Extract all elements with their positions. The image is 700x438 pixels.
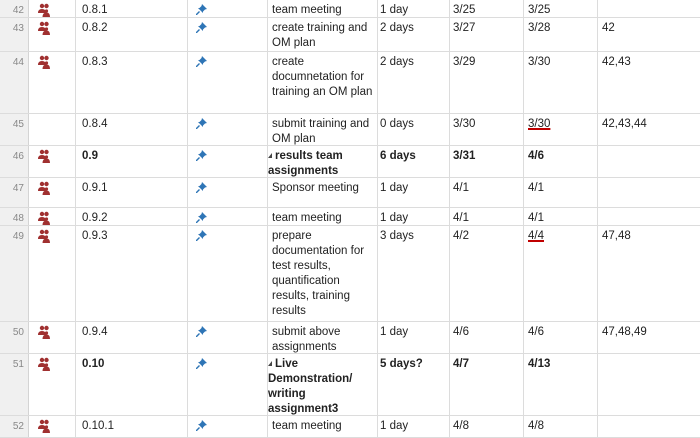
- finish-cell[interactable]: [524, 52, 598, 113]
- task-row[interactable]: [0, 208, 700, 226]
- row-number[interactable]: 51: [12, 359, 24, 370]
- resource-users-icon[interactable]: [38, 229, 50, 243]
- task-row[interactable]: [0, 226, 700, 322]
- task-name-cell[interactable]: [268, 416, 378, 437]
- start-cell[interactable]: 4/8: [450, 416, 524, 437]
- task-name-cell[interactable]: [268, 18, 378, 51]
- task-mode-cell[interactable]: [188, 18, 268, 51]
- manual-schedule-pin-icon: [196, 150, 207, 161]
- start-cell[interactable]: 3/29: [450, 52, 524, 113]
- predecessors-cell[interactable]: 42,43,44: [602, 118, 647, 130]
- wbs-cell[interactable]: 0.10: [76, 354, 188, 415]
- start-cell[interactable]: 4/7: [450, 354, 524, 415]
- duration-cell[interactable]: 2 days: [378, 52, 450, 113]
- finish-date-text: 4/13: [528, 358, 551, 370]
- resource-indicator-cell[interactable]: [28, 416, 76, 437]
- task-name-text: Sponsor meeting: [272, 182, 359, 194]
- task-row[interactable]: [0, 354, 700, 416]
- finish-cell[interactable]: [524, 322, 598, 353]
- row-number[interactable]: 46: [12, 151, 24, 162]
- duration-cell[interactable]: 5 days?: [378, 354, 450, 415]
- finish-cell[interactable]: [524, 18, 598, 51]
- predecessors-cell[interactable]: [598, 0, 700, 17]
- finish-cell[interactable]: [524, 226, 598, 321]
- task-name-cell[interactable]: [268, 0, 378, 17]
- finish-cell[interactable]: [524, 354, 598, 415]
- row-number[interactable]: 42: [12, 5, 24, 16]
- manual-schedule-pin-icon: [196, 326, 207, 337]
- duration-cell[interactable]: 1 day: [378, 416, 450, 437]
- duration-cell[interactable]: 1 day: [378, 178, 450, 207]
- predecessors-cell[interactable]: 47,48,49: [602, 326, 647, 338]
- resource-indicator-cell[interactable]: [28, 18, 76, 51]
- task-mode-cell[interactable]: [188, 208, 268, 225]
- finish-cell[interactable]: [524, 208, 598, 225]
- resource-indicator-cell[interactable]: [28, 208, 76, 225]
- duration-cell[interactable]: 3 days: [378, 226, 450, 321]
- duration-cell[interactable]: 1 day: [378, 0, 450, 17]
- row-number[interactable]: 52: [12, 421, 24, 432]
- task-name-cell[interactable]: [268, 178, 378, 207]
- resource-users-icon[interactable]: [38, 181, 50, 195]
- task-mode-cell[interactable]: [188, 146, 268, 177]
- finish-date-text: 3/30: [528, 118, 551, 130]
- start-cell[interactable]: 3/30: [450, 114, 524, 145]
- task-row[interactable]: [0, 178, 700, 208]
- collapse-triangle-icon[interactable]: [268, 153, 272, 158]
- row-number[interactable]: 50: [12, 327, 24, 338]
- duration-cell[interactable]: 1 day: [378, 208, 450, 225]
- wbs-cell[interactable]: 0.8.4: [76, 114, 188, 145]
- row-number[interactable]: 45: [12, 119, 24, 130]
- finish-date-text: 4/8: [528, 420, 544, 432]
- wbs-cell[interactable]: 0.9: [76, 146, 188, 177]
- finish-cell[interactable]: [524, 114, 598, 145]
- finish-cell[interactable]: [524, 178, 598, 207]
- task-row[interactable]: [0, 52, 700, 114]
- collapse-triangle-icon[interactable]: [268, 361, 272, 366]
- task-mode-cell[interactable]: [188, 52, 268, 113]
- start-cell[interactable]: 4/6: [450, 322, 524, 353]
- task-row[interactable]: [0, 0, 700, 18]
- predecessors-cell[interactable]: 42,43: [602, 56, 631, 68]
- resource-indicator-cell[interactable]: [28, 354, 76, 415]
- task-name-cell[interactable]: [268, 52, 378, 113]
- start-cell[interactable]: 3/25: [450, 0, 524, 17]
- task-row[interactable]: [0, 18, 700, 52]
- start-cell[interactable]: 3/27: [450, 18, 524, 51]
- wbs-cell[interactable]: 0.8.1: [76, 0, 188, 17]
- manual-schedule-pin-icon: [196, 212, 207, 223]
- duration-cell[interactable]: 0 days: [378, 114, 450, 145]
- row-number[interactable]: 44: [12, 57, 24, 68]
- manual-schedule-pin-icon: [196, 56, 207, 67]
- task-name-text: create documnetation for training an OM plan: [272, 56, 373, 98]
- task-row[interactable]: [0, 322, 700, 354]
- predecessors-cell[interactable]: 42: [602, 22, 615, 34]
- task-name-text: submit above assignments: [272, 326, 341, 353]
- task-mode-cell[interactable]: [188, 226, 268, 321]
- wbs-cell[interactable]: 0.9.1: [76, 178, 188, 207]
- task-name-cell[interactable]: [268, 114, 378, 145]
- task-row[interactable]: [0, 416, 700, 438]
- task-name-cell[interactable]: [268, 146, 378, 177]
- predecessors-cell[interactable]: 47,48: [602, 230, 631, 242]
- predecessors-cell[interactable]: [598, 354, 700, 415]
- resource-users-icon[interactable]: [38, 149, 50, 163]
- finish-date-text: 3/28: [528, 22, 551, 34]
- predecessors-cell[interactable]: [598, 208, 700, 225]
- manual-schedule-pin-icon: [196, 420, 207, 431]
- resource-indicator-cell[interactable]: [28, 178, 76, 207]
- task-mode-cell[interactable]: [188, 114, 268, 145]
- resource-indicator-cell[interactable]: [28, 146, 76, 177]
- wbs-cell[interactable]: 0.10.1: [76, 416, 188, 437]
- manual-schedule-pin-icon: [196, 22, 207, 33]
- resource-users-icon[interactable]: [38, 211, 50, 225]
- task-mode-cell[interactable]: [188, 178, 268, 207]
- finish-date-text: 4/6: [528, 326, 544, 338]
- finish-date-text: 4/6: [528, 150, 544, 162]
- resource-indicator-cell[interactable]: [28, 226, 76, 321]
- predecessors-cell[interactable]: [598, 416, 700, 437]
- resource-indicator-cell[interactable]: [28, 0, 76, 17]
- resource-users-icon[interactable]: [38, 419, 50, 433]
- duration-cell[interactable]: 2 days: [378, 18, 450, 51]
- resource-indicator-cell[interactable]: [28, 114, 76, 145]
- finish-cell[interactable]: [524, 0, 598, 17]
- manual-schedule-pin-icon: [196, 118, 207, 129]
- task-name-text: create training and OM plan: [272, 22, 368, 49]
- start-cell[interactable]: 4/1: [450, 178, 524, 207]
- manual-schedule-pin-icon: [196, 358, 207, 369]
- predecessors-cell[interactable]: [598, 146, 700, 177]
- start-cell[interactable]: 3/31: [450, 146, 524, 177]
- task-name-text: team meeting: [272, 4, 342, 16]
- task-name-text: team meeting: [272, 212, 342, 224]
- finish-date-text: 4/4: [528, 230, 544, 242]
- task-name-cell[interactable]: [268, 354, 378, 415]
- resource-indicator-cell[interactable]: [28, 52, 76, 113]
- resource-users-icon[interactable]: [38, 21, 50, 35]
- start-cell[interactable]: 4/1: [450, 208, 524, 225]
- task-name-cell[interactable]: [268, 208, 378, 225]
- finish-date-text: 4/1: [528, 182, 544, 194]
- task-mode-cell[interactable]: [188, 416, 268, 437]
- task-mode-cell[interactable]: [188, 322, 268, 353]
- manual-schedule-pin-icon: [196, 182, 207, 193]
- resource-users-icon[interactable]: [38, 55, 50, 69]
- wbs-cell[interactable]: 0.8.3: [76, 52, 188, 113]
- task-name-text: submit training and OM plan: [272, 118, 370, 145]
- task-row[interactable]: [0, 114, 700, 146]
- task-name-cell[interactable]: [268, 322, 378, 353]
- finish-date-text: 4/1: [528, 212, 544, 224]
- wbs-cell[interactable]: 0.9.3: [76, 226, 188, 321]
- duration-cell[interactable]: 1 day: [378, 322, 450, 353]
- start-cell[interactable]: 4/2: [450, 226, 524, 321]
- task-row[interactable]: [0, 146, 700, 178]
- finish-cell[interactable]: [524, 146, 598, 177]
- finish-date-text: 3/25: [528, 4, 551, 16]
- manual-schedule-pin-icon: [196, 4, 207, 15]
- finish-date-text: 3/30: [528, 56, 551, 68]
- task-name-text: Live Demonstration/ writing assignment3: [268, 358, 353, 415]
- task-name-text: prepare documentation for test results, quantification results, training results: [272, 230, 365, 317]
- wbs-cell[interactable]: 0.9.2: [76, 208, 188, 225]
- manual-schedule-pin-icon: [196, 230, 207, 241]
- resource-users-icon[interactable]: [38, 357, 50, 371]
- resource-indicator-cell[interactable]: [28, 322, 76, 353]
- row-number[interactable]: 48: [12, 213, 24, 224]
- row-number[interactable]: 49: [12, 231, 24, 242]
- task-name-text: team meeting: [272, 420, 342, 432]
- task-mode-cell[interactable]: [188, 354, 268, 415]
- resource-users-icon[interactable]: [38, 325, 50, 339]
- finish-cell[interactable]: [524, 416, 598, 437]
- resource-users-icon[interactable]: [38, 3, 50, 17]
- predecessors-cell[interactable]: [598, 178, 700, 207]
- row-number[interactable]: 43: [12, 23, 24, 34]
- duration-cell[interactable]: 6 days: [378, 146, 450, 177]
- task-name-text: results team assignments: [268, 150, 343, 177]
- task-name-cell[interactable]: [268, 226, 378, 321]
- wbs-cell[interactable]: 0.8.2: [76, 18, 188, 51]
- wbs-cell[interactable]: 0.9.4: [76, 322, 188, 353]
- task-mode-cell[interactable]: [188, 0, 268, 17]
- row-number[interactable]: 47: [12, 183, 24, 194]
